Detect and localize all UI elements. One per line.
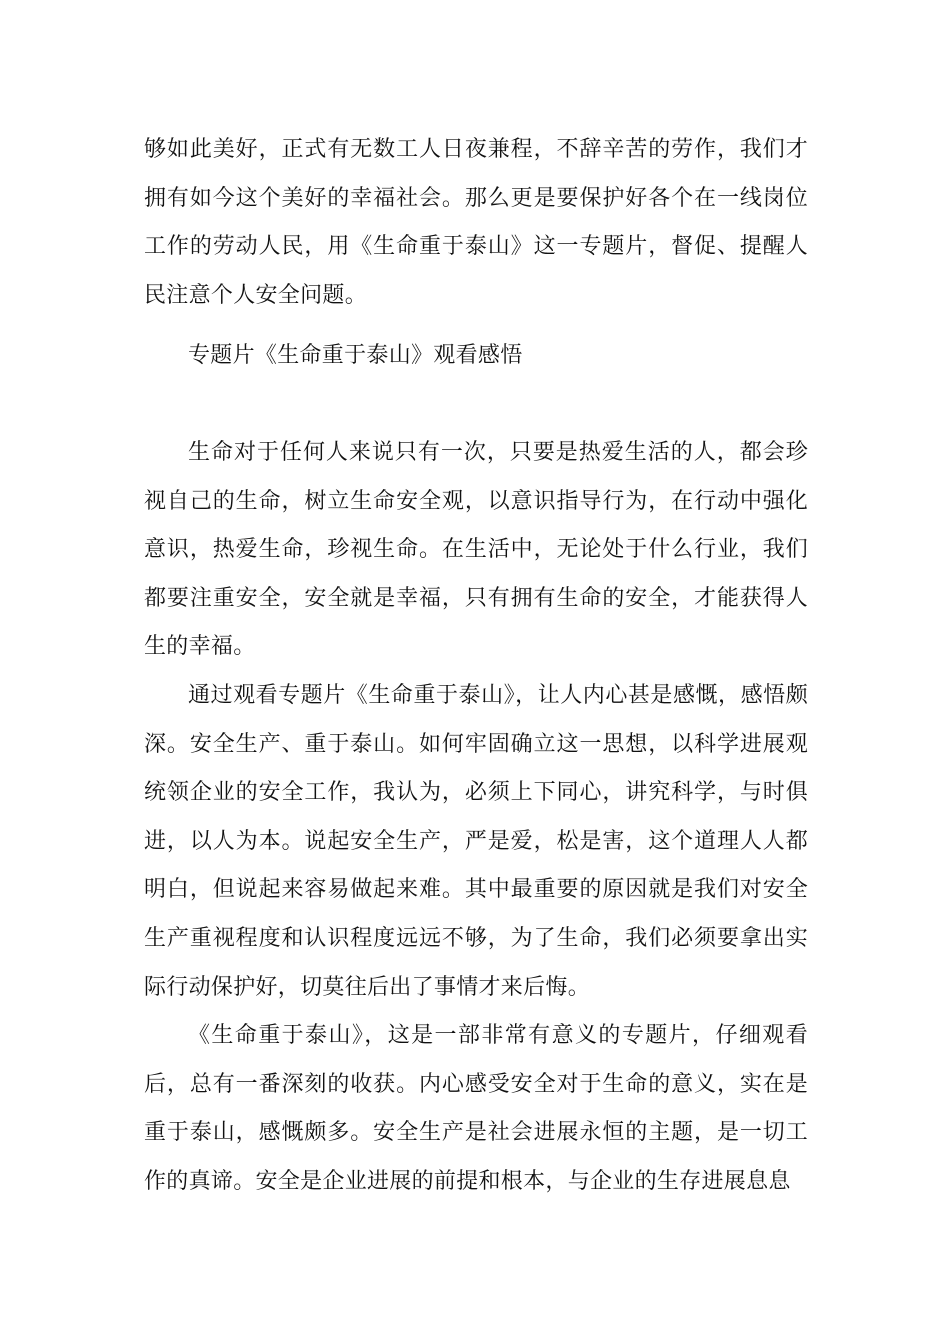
spacer <box>144 381 808 429</box>
spacer <box>144 320 808 332</box>
continuation-paragraph: 够如此美好，正式有无数工人日夜兼程，不辞辛苦的劳作，我们才拥有如今这个美好的幸福社会。那么更是要保护好各个在一线岗位工作的劳动人民，用《生命重于泰山》这一专题片，督促、提醒人民注意个人安全问题。 <box>144 137 808 308</box>
document-body <box>144 126 808 1206</box>
body-paragraph-2: 通过观看专题片《生命重于泰山》，让人内心甚是感慨，感悟颇深。安全生产、重于泰山。如何牢固确立这一思想，以科学进展观统领企业的安全工作，我认为，必须上下同心，讲究科学，与时俱进，以人为本。说起安全生产，严是爱，松是害，这个道理人人都明白，但说起来容易做起来难。其中最重要的原因就是我们对安全生产重视程度和认识程度远远不够，为了生命，我们必须要拿出实际行动保护好，切莫往后出了事情才来后悔。 <box>144 682 808 1000</box>
body-paragraph-3: 《生命重于泰山》，这是一部非常有意义的专题片，仔细观看后，总有一番深刻的收获。内心感受安全对于生命的意义，实在是重于泰山，感慨颇多。安全生产是社会进展永恒的主题，是一切工作的真谛。安全是企业进展的前提和根本，与企业的生存进展息息 <box>144 1023 808 1194</box>
section-title: 专题片《生命重于泰山》观看感悟 <box>188 343 523 369</box>
body-paragraph-1: 生命对于任何人来说只有一次，只要是热爱生活的人，都会珍视自己的生命，树立生命安全观，以意识指导行为，在行动中强化意识，热爱生命，珍视生命。在生活中，无论处于什么行业，我们都要注重安全，安全就是幸福，只有拥有生命的安全，才能获得人生的幸福。 <box>144 439 808 660</box>
